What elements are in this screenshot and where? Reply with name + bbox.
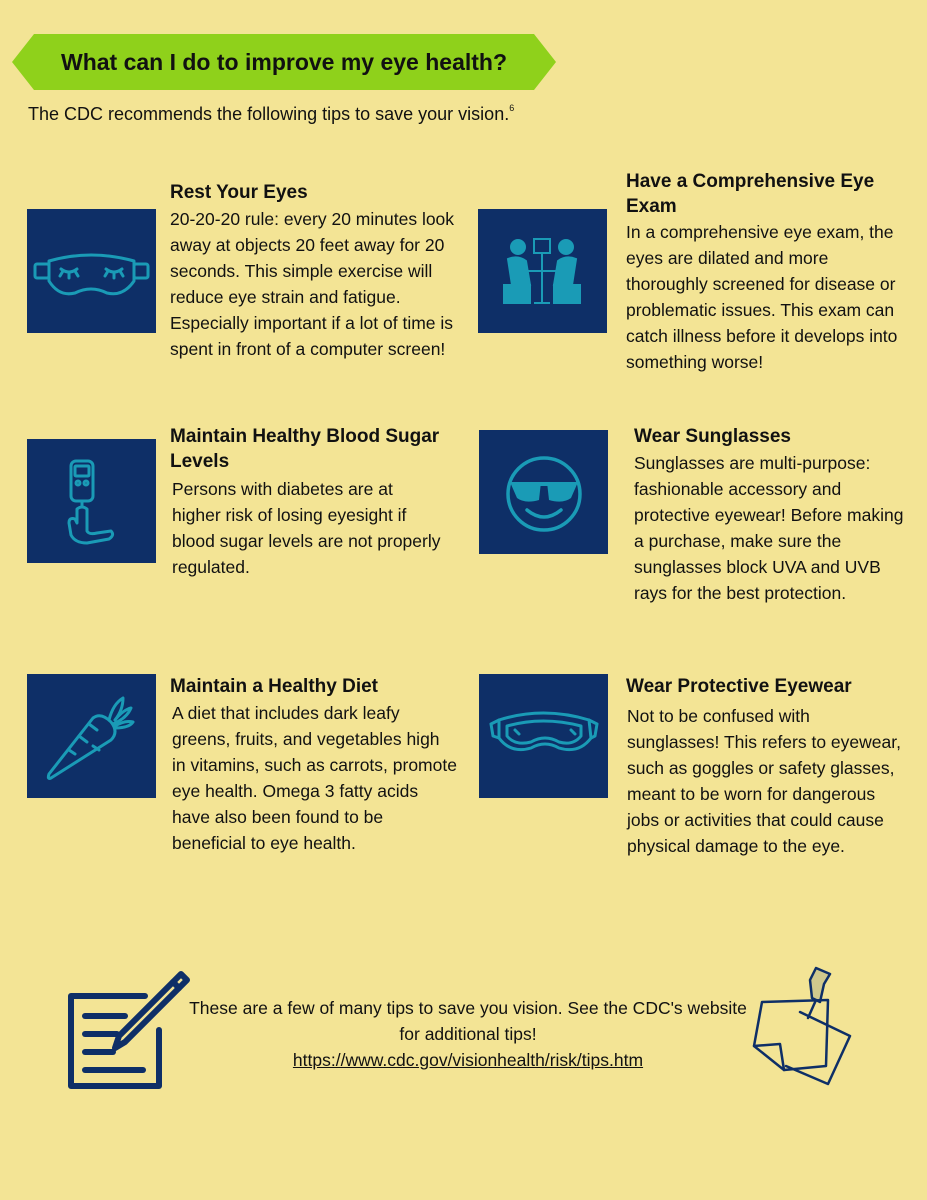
title-banner — [12, 34, 556, 90]
footer-note — [188, 995, 748, 1073]
tip-title-blood-sugar: Maintain Healthy Blood Sugar Levels — [170, 426, 440, 472]
tip-title-protective-eyewear: Wear Protective Eyewear — [626, 676, 852, 697]
footer-text: These are a few of many tips to save you vision. See the CDC's website for additional tips! — [189, 998, 747, 1044]
tip-text-sunglasses: Sunglasses are multi-purpose: fashionable accessory and protective eyewear! Before making a purchase, make sure the sunglasses block UVA and UVB rays for the best protection. — [634, 453, 904, 603]
tip-text-rest-eyes: 20-20-20 rule: every 20 minutes look away at objects 20 feet away for 20 seconds. This simple exercise will reduce eye strain and fatigue. Especially important if a lot of time is spent in front of a computer screen! — [170, 209, 455, 359]
sunglasses-face-icon — [479, 430, 608, 554]
sticky-notes-icon — [740, 962, 860, 1092]
tip-text-diet: A diet that includes dark leafy greens, fruits, and vegetables high in vitamins, such as carrots, promote eye health. Omega 3 fatty acids have also been found to be beneficial to eye health. — [172, 703, 457, 853]
tip-text-protective-eyewear: Not to be confused with sunglasses! This refers to eyewear, such as goggles or safety glasses, meant to be worn for dangerous jobs or activities that could cause physical damage to the eye. — [627, 706, 901, 856]
goggles-icon — [479, 674, 608, 798]
tip-text-eye-exam: In a comprehensive eye exam, the eyes are dilated and more thoroughly screened for disease or problematic issues. This exam can catch illness before it develops into something worse! — [626, 222, 898, 372]
tip-text-blood-sugar: Persons with diabetes are at higher risk of losing eyesight if blood sugar levels are not properly regulated. — [172, 479, 441, 577]
notepad-pencil-icon — [63, 968, 193, 1092]
glucose-meter-icon — [27, 439, 156, 563]
sleep-mask-icon — [27, 209, 156, 333]
footnote-ref: 6 — [509, 103, 515, 113]
eye-exam-icon — [478, 209, 607, 333]
page-subtitle — [28, 103, 514, 125]
tip-title-diet: Maintain a Healthy Diet — [170, 676, 378, 697]
tip-title-eye-exam: Have a Comprehensive Eye Exam — [626, 171, 875, 217]
page-title: What can I do to improve my eye health? — [60, 48, 508, 75]
tip-title-sunglasses: Wear Sunglasses — [634, 426, 792, 447]
cdc-tips-link[interactable]: https://www.cdc.gov/visionhealth/risk/tips.htm — [292, 1050, 644, 1070]
subtitle-text: The CDC recommends the following tips to save your vision. — [28, 104, 510, 124]
tip-title-rest-eyes: Rest Your Eyes — [170, 182, 308, 203]
carrot-icon — [27, 674, 156, 798]
